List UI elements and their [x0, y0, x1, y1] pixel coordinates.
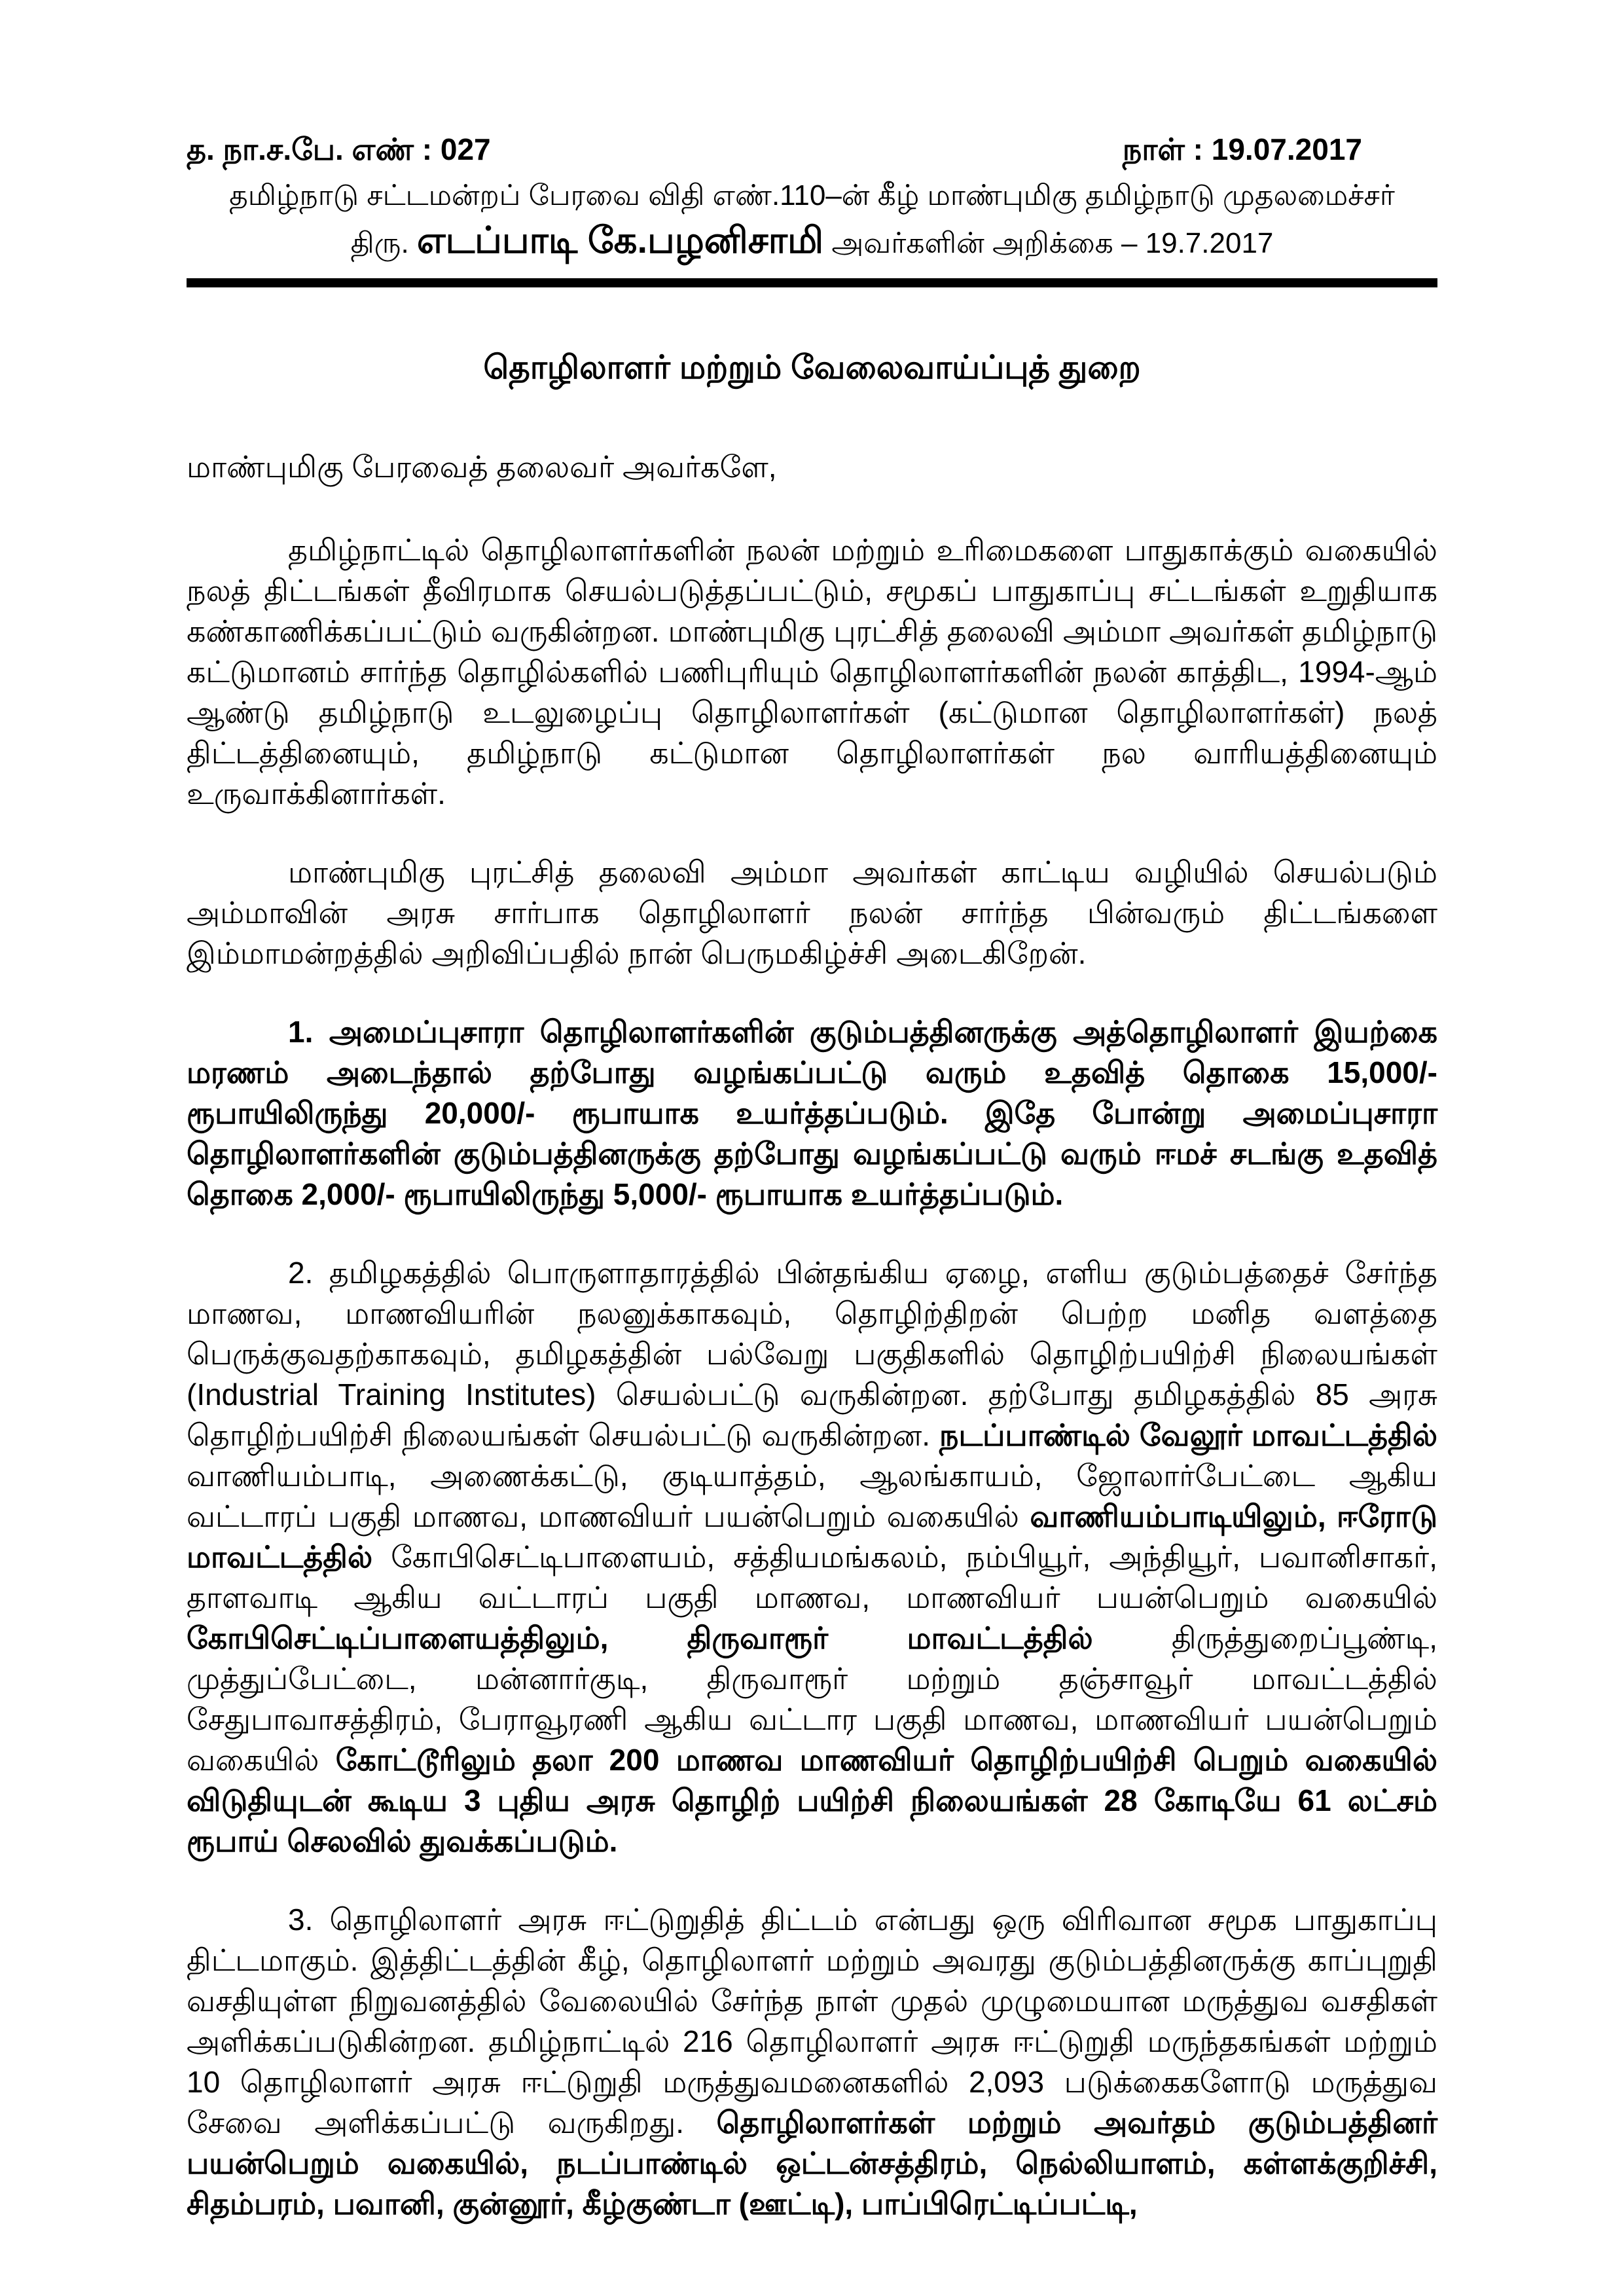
- text-run: வாணியம்பாடி, அணைக்கட்டு, குடியாத்தம், ஆலங்காயம், ஜோலார்பேட்டை ஆகிய வட்டாரப் பகுதி மாணவ, மாணவியர் பயன்பெறும் வகையில்: [187, 1459, 1437, 1533]
- bold-text-run: 1. அமைப்புசாரா தொழிலாளர்களின் குடும்பத்தினருக்கு அத்தொழிலாளர் இயற்கை மரணம் அடைந்தால் தற்போது வழங்கப்பட்டு வரும் உதவித் தொகை 15,000/- ரூபாயிலிருந்து 20,000/- ரூபாயாக உயர்த்தப்படும். இதே போன்று அமைப்புசாரா தொழிலாளர்களின் குடும்பத்தினருக்கு தற்போது வழங்கப்பட்டு வரும் ஈமச் சடங்கு உதவித் தொகை 2,000/- ரூபாயிலிருந்து 5,000/- ரூபாயாக உயர்த்தப்படும்.: [187, 1015, 1437, 1211]
- announcement-suffix: அவர்களின் அறிக்கை – 19.7.2017: [823, 227, 1274, 259]
- document-header: [187, 131, 1437, 287]
- text-run: தமிழ்நாட்டில் தொழிலாளர்களின் நலன் மற்றும் உரிமைகளை பாதுகாக்கும் வகையில் நலத் திட்டங்கள் தீவிரமாக செயல்படுத்தப்பட்டும், சமூகப் பாதுகாப்பு சட்டங்கள் உறுதியாக கண்காணிக்கப்பட்டும் வருகின்றன. மாண்புமிகு புரட்சித் தலைவி அம்மா அவர்கள் தமிழ்நாடு கட்டுமானம் சார்ந்த தொழில்களில் பணிபுரியும் தொழிலாளர்களின் நலன் காத்திட, 1994-ஆம் ஆண்டு தமிழ்நாடு உடலுழைப்பு தொழிலாளர்கள் (கட்டுமான தொழிலாளர்கள்) நலத் திட்டத்தினையும், தமிழ்நாடு கட்டுமான தொழிலாளர்கள் நல வாரியத்தினையும் உருவாக்கினார்கள்.: [187, 533, 1438, 811]
- paragraph: [187, 1899, 1437, 2224]
- text-run: மாண்புமிகு புரட்சித் தலைவி அம்மா அவர்கள் காட்டிய வழியில் செயல்படும் அம்மாவின் அரசு சார்பாக தொழிலாளர் நலன் சார்ந்த பின்வரும் திட்டங்களை இம்மாமன்றத்தில் அறிவிப்பதில் நான் பெருமகிழ்ச்சி அடைகிறேன்.: [187, 855, 1437, 970]
- chief-minister-name: எடப்பாடி கே.பழனிசாமி: [416, 219, 824, 261]
- document-body: [187, 530, 1437, 2224]
- text-run: திருத்துறைப்பூண்டி, முத்துப்பேட்டை, மன்னார்குடி, திருவாரூர் மற்றும் தஞ்சாவூர் மாவட்டத்தில் சேதுபாவாசத்திரம், பேராவூரணி ஆகிய வட்டார பகுதி மாணவ, மாணவியர் பயன்பெறும் வகையில்: [187, 1621, 1438, 1777]
- bold-text-run: நடப்பாண்டில் வேலூர் மாவட்டத்தில்: [939, 1418, 1438, 1452]
- honorific-prefix: திரு.: [350, 227, 417, 259]
- bold-text-run: வாணியம்பாடியிலும், ஈரோடு மாவட்டத்தில்: [187, 1499, 1438, 1574]
- announcement-line: [187, 219, 1437, 265]
- bold-text-run: தொழிலாளர்கள் மற்றும் அவர்தம் குடும்பத்தினர் பயன்பெறும் வகையில், நடப்பாண்டில் ஒட்டன்சத்திரம், நெல்லியாளம், கள்ளக்குறிச்சி, சிதம்பரம், பவானி, குன்னூர், கீழ்குண்டா (ஊட்டி), பாப்பிரெட்டிப்பட்டி,: [187, 2105, 1437, 2221]
- bold-text-run: கோபிசெட்டிப்பாளையத்திலும், திருவாரூர் மாவட்டத்தில்: [187, 1621, 1093, 1655]
- text-run: 2. தமிழகத்தில் பொருளாதாரத்தில் பின்தங்கிய ஏழை, எளிய குடும்பத்தைச் சேர்ந்த மாணவ, மாணவியரின் நலனுக்காகவும், தொழிற்திறன் பெற்ற மனித வளத்தை பெருக்குவதற்காகவும், தமிழகத்தின் பல்வேறு பகுதிகளில் தொழிற்பயிற்சி நிலையங்கள் (Industrial Training Institutes) செயல்பட்டு வருகின்றன. தற்போது தமிழகத்தில் 85 அரசு தொழிற்பயிற்சி நிலையங்கள் செயல்பட்டு வருகின்றன.: [187, 1256, 1437, 1452]
- document-date: நாள் : 19.07.2017: [1122, 132, 1362, 166]
- assembly-ref-number: த. நா.ச.பே. எண் : 027: [187, 132, 491, 166]
- assembly-rule-reference-line: தமிழ்நாடு சட்டமன்றப் பேரவை விதி எண்.110–ன் கீழ் மாண்புமிகு தமிழ்நாடு முதலமைச்சர்: [229, 179, 1395, 211]
- paragraph: [187, 530, 1437, 814]
- paragraph: [187, 1011, 1437, 1214]
- text-run: 3. தொழிலாளர் அரசு ஈட்டுறுதித் திட்டம் என்பது ஒரு விரிவான சமூக பாதுகாப்பு திட்டமாகும். இத்திட்டத்தின் கீழ், தொழிலாளர் மற்றும் அவரது குடும்பத்தினருக்கு காப்புறுதி வசதியுள்ள நிறுவனத்தில் வேலையில் சேர்ந்த நாள் முதல் முழுமையான மருத்துவ வசதிகள் அளிக்கப்படுகின்றன. தமிழ்நாட்டில் 216 தொழிலாளர் அரசு ஈட்டுறுதி மருந்தகங்கள் மற்றும் 10 தொழிலாளர் அரசு ஈட்டுறுதி மருத்துவமனைகளில் 2,093 படுக்கைகளோடு மருத்துவ சேவை அளிக்கப்பட்டு வருகிறது.: [187, 1903, 1437, 2140]
- department-title: தொழிலாளர் மற்றும் வேலைவாய்ப்புத் துறை: [483, 349, 1141, 386]
- paragraph: [187, 1252, 1437, 1861]
- paragraph: [187, 852, 1437, 974]
- horizontal-rule: [187, 278, 1437, 287]
- header-row: [187, 131, 1437, 168]
- salutation: மாண்புமிகு பேரவைத் தலைவர் அவர்களே,: [187, 450, 777, 484]
- bold-text-run: கோட்டூரிலும் தலா 200 மாணவ மாணவியர் தொழிற்பயிற்சி பெறும் வகையில் விடுதியுடன் கூடிய 3 புதிய அரசு தொழிற் பயிற்சி நிலையங்கள் 28 கோடியே 61 லட்சம் ரூபாய் செலவில் துவக்கப்படும்.: [187, 1743, 1438, 1858]
- text-run: கோபிசெட்டிபாளையம், சத்தியமங்கலம், நம்பியூர், அந்தியூர், பவானிசாகர், தாளவாடி ஆகிய வட்டாரப் பகுதி மாணவ, மாணவியர் பயன்பெறும் வகையில்: [187, 1540, 1437, 1614]
